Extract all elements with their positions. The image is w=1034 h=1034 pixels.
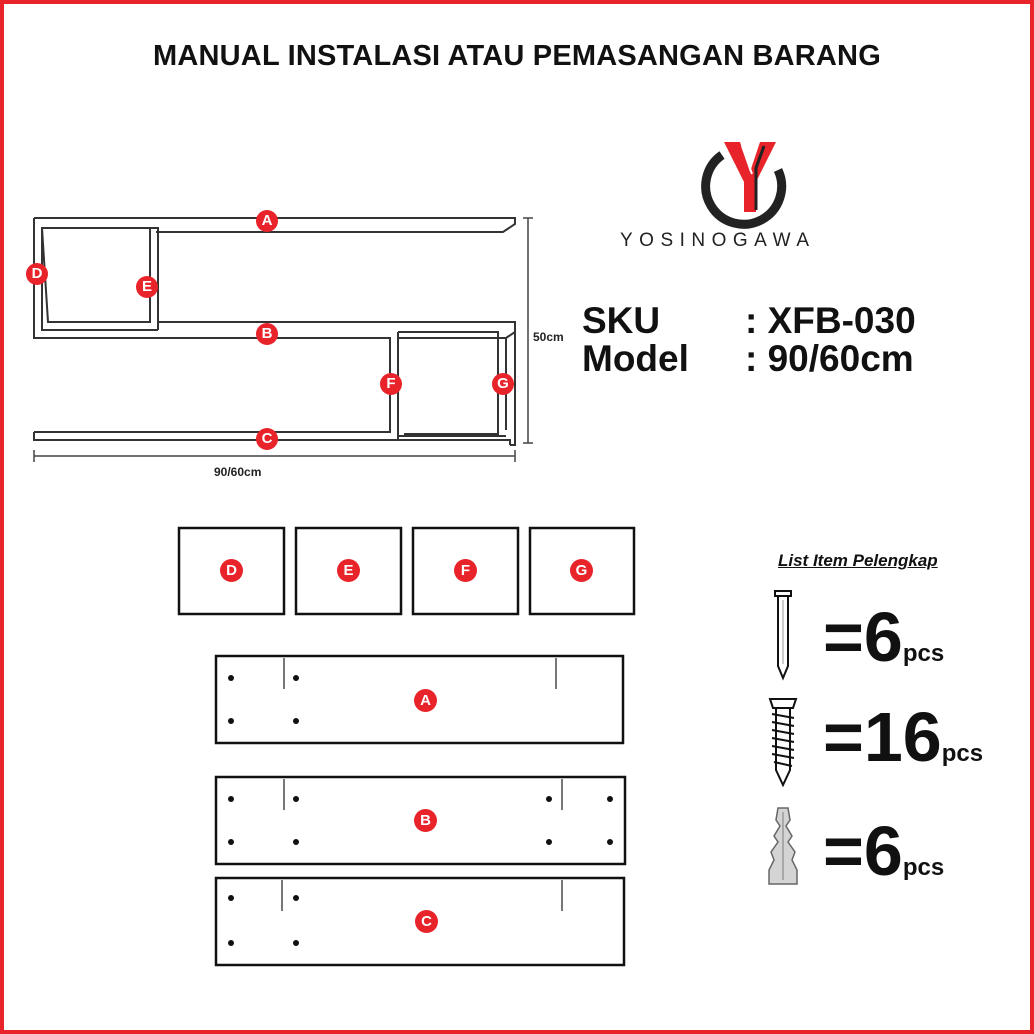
dimension-lines: [34, 218, 533, 462]
width-dimension: 90/60cm: [214, 465, 262, 479]
wall-plug-count-value: =6: [823, 812, 903, 890]
nail-count-unit: pcs: [902, 640, 945, 667]
accessories-title: List Item Pelengkap: [778, 551, 938, 570]
screw-count-unit: pcs: [941, 740, 984, 767]
screw-count-value: =16: [823, 698, 942, 776]
model-label: Model: [582, 338, 689, 379]
shelf-marker-a: A: [256, 210, 278, 232]
shelf-marker-f: F: [380, 373, 402, 395]
page-title: MANUAL INSTALASI ATAU PEMASANGAN BARANG: [153, 40, 881, 72]
height-dimension: 50cm: [533, 330, 564, 344]
panel-marker-c: C: [415, 910, 438, 933]
small-panels: [179, 528, 634, 614]
logo-icon: [706, 142, 782, 224]
panel-marker-b: B: [414, 809, 437, 832]
model-value: : 90/60cm: [745, 338, 914, 379]
screw-icon: [770, 699, 796, 785]
shelf-marker-e: E: [136, 276, 158, 298]
panel-marker-d: D: [220, 559, 243, 582]
panel-marker-e: E: [337, 559, 360, 582]
shelf-marker-b: B: [256, 323, 278, 345]
nail-icon: [775, 591, 791, 678]
sku-label: SKU: [582, 300, 661, 341]
nail-count: [823, 598, 945, 676]
panel-marker-f: F: [454, 559, 477, 582]
shelf-marker-c: C: [256, 428, 278, 450]
wall-plug-icon: [769, 808, 797, 884]
shelf-marker-g: G: [492, 373, 514, 395]
sku-value: : XFB-030: [745, 300, 916, 341]
shelf-marker-d: D: [26, 263, 48, 285]
screw-count: [823, 698, 984, 776]
nail-count-value: =6: [823, 598, 903, 676]
wall-plug-count-unit: pcs: [902, 854, 945, 881]
panel-marker-a: A: [414, 689, 437, 712]
panel-marker-g: G: [570, 559, 593, 582]
brand-name: YOSINOGAWA: [620, 230, 816, 251]
wall-plug-count: [823, 812, 945, 890]
